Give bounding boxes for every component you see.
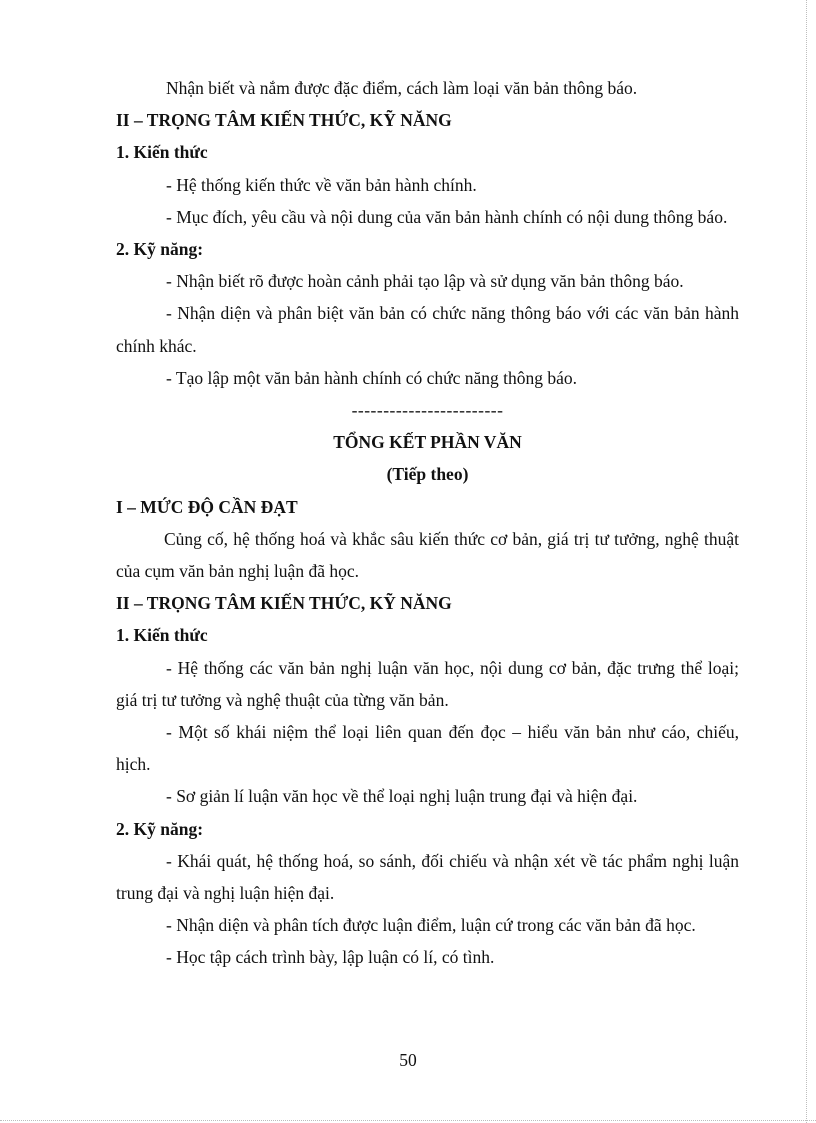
- paragraph-level: Củng cố, hệ thống hoá và khắc sâu kiến thức cơ bản, giá trị tư tưởng, nghệ thuật của cụm văn bản nghị luận đã học.: [116, 528, 739, 582]
- paragraph-knowledge-1: - Hệ thống kiến thức về văn bản hành chính.: [166, 174, 477, 195]
- paragraph-skills-5: - Nhận diện và phân tích được luận điểm, luận cứ trong các văn bản đã học.: [166, 915, 696, 936]
- section-heading-focus: II – TRỌNG TÂM KIẾN THỨC, KỸ NĂNG: [116, 110, 452, 131]
- paragraph-knowledge-4: - Một số khái niệm thể loại liên quan đến đọc – hiểu văn bản như cáo, chiếu, hịch.: [116, 722, 739, 775]
- paragraph-skills-1: - Nhận biết rõ được hoàn cảnh phải tạo lập và sử dụng văn bản thông báo.: [166, 271, 684, 292]
- section-subtitle: (Tiếp theo): [386, 464, 469, 485]
- paragraph-knowledge-3: - Hệ thống các văn bản nghị luận văn học, nội dung cơ bản, đặc trưng thể loại; giá trị tư tưởng và nghệ thuật của từng văn bản.: [116, 657, 739, 710]
- paragraph-skills-4: - Khái quát, hệ thống hoá, so sánh, đối chiếu và nhận xét về tác phẩm nghị luận trung đại và nghị luận hiện đại.: [116, 850, 739, 904]
- section-heading-level: I – MỨC ĐỘ CẦN ĐẠT: [116, 496, 298, 517]
- paragraph-skills-3: - Tạo lập một văn bản hành chính có chức năng thông báo.: [166, 367, 578, 388]
- subheading-knowledge-2: 1. Kiến thức: [116, 625, 208, 646]
- paragraph-knowledge-2: - Mục đích, yêu cầu và nội dung của văn bản hành chính có nội dung thông báo.: [166, 206, 728, 227]
- paragraph-intro: Nhận biết và nắm được đặc điểm, cách làm loại văn bản thông báo.: [166, 78, 638, 98]
- section-title: TỔNG KẾT PHẦN VĂN: [333, 432, 522, 453]
- page-border-bottom: [0, 1120, 816, 1121]
- section-heading-focus-2: II – TRỌNG TÂM KIẾN THỨC, KỸ NĂNG: [116, 593, 452, 614]
- page-number: 50: [399, 1050, 417, 1070]
- page-border-right: [806, 0, 807, 1123]
- subheading-skills: 2. Kỹ năng:: [116, 239, 204, 260]
- paragraph-skills-2: - Nhận diện và phân biệt văn bản có chức năng thông báo với các văn bản hành chính khác.: [116, 303, 739, 356]
- section-divider: ------------------------: [351, 400, 504, 421]
- subheading-knowledge: 1. Kiến thức: [116, 142, 208, 163]
- subheading-skills-2: 2. Kỹ năng:: [116, 818, 204, 839]
- document-body: [116, 72, 739, 974]
- paragraph-knowledge-5: - Sơ giản lí luận văn học về thể loại nghị luận trung đại và hiện đại.: [166, 786, 638, 807]
- paragraph-skills-6: - Học tập cách trình bày, lập luận có lí, có tình.: [166, 947, 495, 968]
